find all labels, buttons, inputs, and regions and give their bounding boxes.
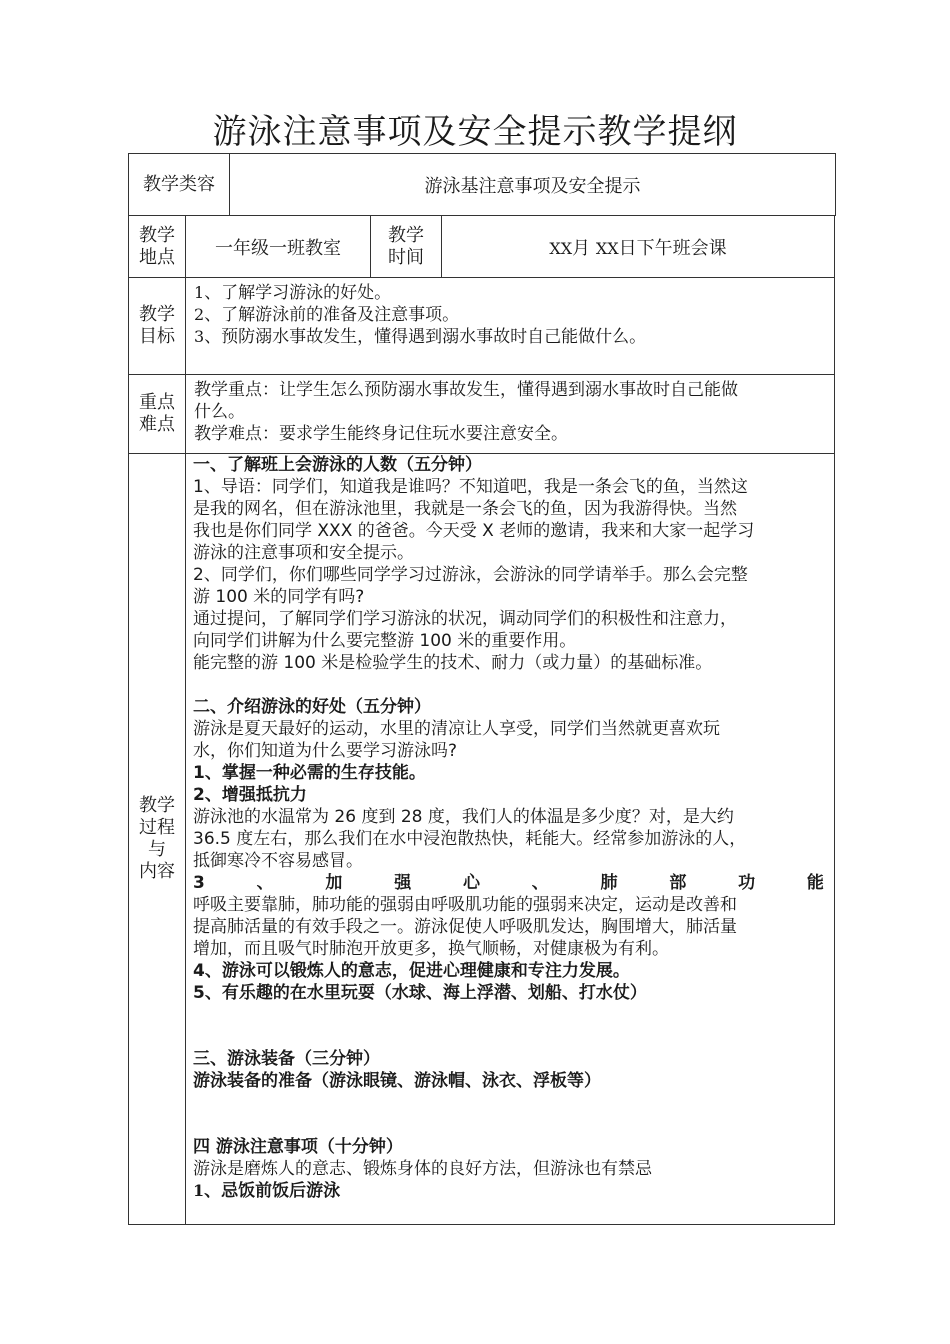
lesson-content-label: 教学类容 — [128, 153, 230, 216]
bold-point: 2、增强抵抗力 — [193, 785, 307, 805]
key-points-content — [185, 374, 835, 454]
lesson-content-value: 游泳基注意事项及安全提示 — [229, 153, 836, 216]
paragraph-line: 游泳是磨炼人的意志、锻炼身体的良好方法，但游泳也有禁忌 — [193, 1159, 652, 1179]
section-heading: 三、游泳装备（三分钟） — [193, 1049, 380, 1069]
paragraph-line: 向同学们讲解为什么要完整游 100 米的重要作用。 — [193, 631, 577, 651]
paragraph-line: 1、导语：同学们，知道我是谁吗？不知道吧，我是一条会飞的鱼，当然这 — [193, 477, 748, 497]
paragraph-line: 抵御寒冷不容易感冒。 — [193, 851, 363, 871]
bold-point: 1、掌握一种必需的生存技能。 — [193, 763, 426, 783]
bold-point: 1、忌饭前饭后游泳 — [193, 1181, 341, 1201]
goal-item: 1、了解学习游泳的好处。 — [194, 283, 392, 303]
paragraph-line: 提高肺活量的有效手段之一。游泳促使人呼吸肌发达，胸围增大，肺活量 — [193, 917, 737, 937]
section-heading: 一、了解班上会游泳的人数（五分钟） — [193, 455, 482, 475]
paragraph-line: 36.5 度左右，那么我们在水中浸泡散热快，耗能大。经常参加游泳的人， — [193, 829, 747, 849]
key-points-label: 重点 难点 — [128, 374, 186, 454]
process-label: 教学 过程 与 内容 — [128, 453, 186, 1225]
paragraph-line: 游泳是夏天最好的运动，水里的清凉让人享受，同学们当然就更喜欢玩 — [193, 719, 720, 739]
bold-point: 4、游泳可以锻炼人的意志，促进心理健康和专注力发展。 — [193, 961, 630, 981]
paragraph-line: 是我的网名，但在游泳池里，我就是一条会飞的鱼，因为我游得快。当然 — [193, 499, 737, 519]
section-heading: 二、介绍游泳的好处（五分钟） — [193, 697, 431, 717]
paragraph-line: 游 100 米的同学有吗? — [193, 587, 365, 607]
bold-point: 5、有乐趣的在水里玩耍（水球、海上浮潜、划船、打水仗） — [193, 983, 647, 1003]
bold-point: 游泳装备的准备（游泳眼镜、游泳帽、泳衣、浮板等） — [193, 1071, 601, 1091]
paragraph-line: 2、同学们，你们哪些同学学习过游泳，会游泳的同学请举手。那么会完整 — [193, 565, 748, 585]
key-point-line: 教学重点：让学生怎么预防溺水事故发生，懂得遇到溺水事故时自己能做 — [194, 380, 738, 400]
paragraph-line: 游泳的注意事项和安全提示。 — [193, 543, 414, 563]
difficulty-line: 教学难点：要求学生能终身记住玩水要注意安全。 — [194, 424, 568, 444]
paragraph-line: 通过提问，了解同学们学习游泳的状况，调动同学们的积极性和注意力， — [193, 609, 737, 629]
document-title: 游泳注意事项及安全提示教学提纲 — [212, 112, 738, 152]
section-heading: 四 游泳注意事项（十分钟） — [193, 1137, 403, 1157]
paragraph-line: 呼吸主要靠肺，肺功能的强弱由呼吸肌功能的强弱来决定，运动是改善和 — [193, 895, 737, 915]
time-value: XX月 XX日下午班会课 — [441, 215, 835, 278]
paragraph-line: 我也是你们同学 XXX 的爸爸。今天受 X 老师的邀请，我来和大家一起学习 — [193, 521, 755, 541]
goals-content — [185, 277, 835, 375]
place-label: 教学 地点 — [128, 215, 186, 278]
goal-item: 3、预防溺水事故发生，懂得遇到溺水事故时自己能做什么。 — [194, 327, 647, 347]
goal-item: 2、了解游泳前的准备及注意事项。 — [194, 305, 460, 325]
paragraph-line: 水，你们知道为什么要学习游泳吗? — [193, 741, 458, 761]
time-label: 教学 时间 — [370, 215, 442, 278]
paragraph-line: 游泳池的水温常为 26 度到 28 度，我们人的体温是多少度？对，是大约 — [193, 807, 734, 827]
key-point-line: 什么。 — [194, 402, 245, 422]
paragraph-line: 能完整的游 100 米是检验学生的技术、耐力（或力量）的基础标准。 — [193, 653, 713, 673]
paragraph-line: 增加，而且吸气时肺泡开放更多，换气顺畅，对健康极为有利。 — [193, 939, 669, 959]
process-content — [185, 453, 835, 1225]
bold-point-justified: 3 、 加 强 心 、 肺 部 功 能 — [193, 873, 824, 893]
place-value: 一年级一班教室 — [185, 215, 371, 278]
goals-label: 教学 目标 — [128, 277, 186, 375]
